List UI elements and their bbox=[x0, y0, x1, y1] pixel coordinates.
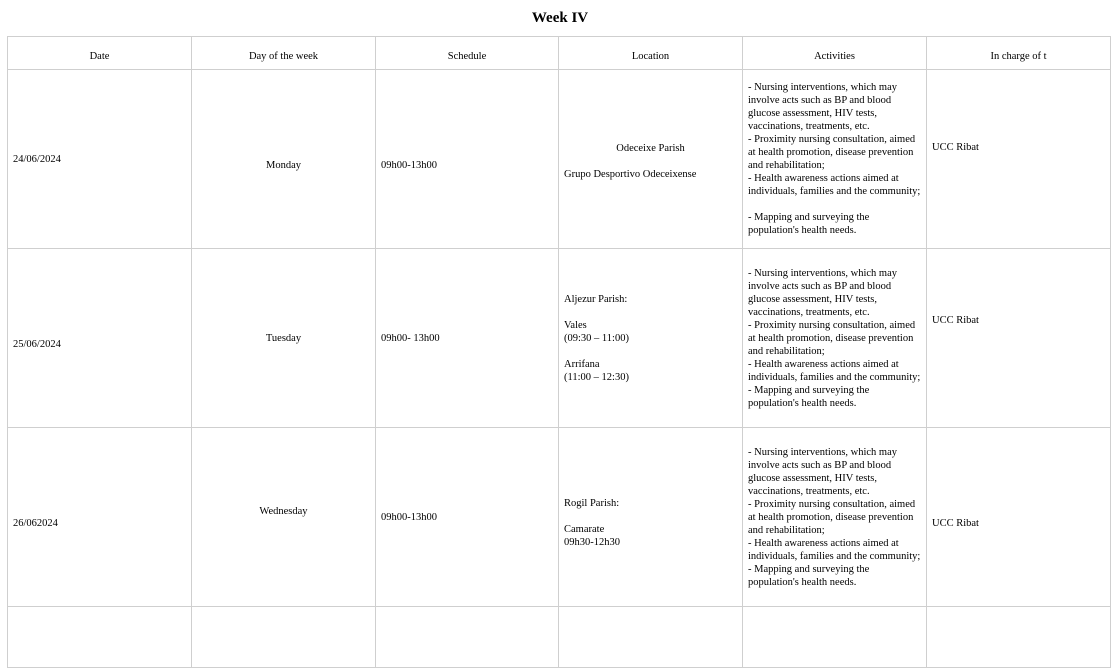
cell-activities bbox=[743, 249, 927, 428]
cell-activities bbox=[743, 70, 927, 249]
schedule-table bbox=[7, 36, 1111, 668]
cell-date: 24/06/2024 bbox=[8, 70, 192, 249]
cell-location bbox=[559, 70, 743, 249]
cell-location bbox=[559, 249, 743, 428]
cell-activities bbox=[743, 428, 927, 607]
location-stop-name: Camarate bbox=[564, 524, 605, 535]
location-stop-time: (09:30 – 11:00) bbox=[564, 332, 629, 344]
cell-schedule: 09h00-13h00 bbox=[376, 428, 559, 607]
activity-item: - Proximity nursing consultation, aimed at health promotion, disease prevention and rehabilitation; bbox=[748, 319, 916, 357]
activity-item: - Health awareness actions aimed at individuals, families and the community; bbox=[748, 173, 921, 197]
activity-item: - Mapping and surveying the population's health needs. bbox=[748, 563, 870, 588]
in-charge-text: UCC Ribat bbox=[932, 517, 979, 529]
activity-item: - Mapping and surveying the population's health needs. bbox=[748, 212, 870, 236]
in-charge-text: UCC Ribat bbox=[932, 141, 979, 153]
table-header-row bbox=[8, 37, 1111, 70]
cell-location bbox=[559, 428, 743, 607]
cell-date bbox=[8, 249, 192, 428]
header-activities: Activities bbox=[743, 37, 927, 70]
cell-schedule: 09h00- 13h00 bbox=[376, 249, 559, 428]
cell-location bbox=[559, 607, 743, 668]
cell-in-charge bbox=[927, 428, 1111, 607]
cell-date bbox=[8, 428, 192, 607]
cell-date bbox=[8, 607, 192, 668]
activity-item: - Health awareness actions aimed at individuals, families and the community; bbox=[748, 358, 921, 383]
location-parish: Aljezur Parish: bbox=[564, 293, 628, 305]
location-stop bbox=[564, 358, 737, 384]
date-text: 26/062024 bbox=[13, 517, 58, 529]
cell-day bbox=[192, 428, 376, 607]
in-charge-text: UCC Ribat bbox=[932, 314, 979, 326]
cell-day bbox=[192, 607, 376, 668]
activity-item: - Proximity nursing consultation, aimed at health promotion, disease prevention and rehabilitation; bbox=[748, 498, 916, 536]
cell-day: Tuesday bbox=[192, 249, 376, 428]
header-date: Date bbox=[8, 37, 192, 70]
table-row bbox=[8, 249, 1111, 428]
location-stop-name: Vales bbox=[564, 319, 587, 331]
date-text: 25/06/2024 bbox=[13, 338, 61, 350]
table-row bbox=[8, 70, 1111, 249]
cell-in-charge bbox=[927, 249, 1111, 428]
day-text: Monday bbox=[266, 159, 301, 171]
activity-item: - Nursing interventions, which may involve acts such as BP and blood glucose assessment, HIV tests, vaccinations, treatments, etc. bbox=[748, 82, 898, 132]
location-stop-time: (11:00 – 12:30) bbox=[564, 371, 629, 383]
location-stop bbox=[564, 523, 737, 549]
location-stop-name: Arrifana bbox=[564, 358, 600, 370]
header-day: Day of the week bbox=[192, 37, 376, 70]
cell-activities bbox=[743, 607, 927, 668]
day-text: Wednesday bbox=[259, 505, 308, 517]
location-venue: Grupo Desportivo Odeceixense bbox=[564, 168, 697, 180]
activity-item: - Proximity nursing consultation, aimed at health promotion, disease prevention and rehabilitation; bbox=[748, 134, 916, 171]
header-in-charge: In charge of t bbox=[927, 37, 1111, 70]
activity-item: - Nursing interventions, which may involve acts such as BP and blood glucose assessment, HIV tests, vaccinations, treatments, etc. bbox=[748, 446, 898, 497]
table-row bbox=[8, 428, 1111, 607]
location-parish: Odeceixe Parish bbox=[616, 142, 685, 154]
cell-schedule bbox=[376, 70, 559, 249]
table-row bbox=[8, 607, 1111, 668]
cell-in-charge bbox=[927, 70, 1111, 249]
activity-item: - Nursing interventions, which may involve acts such as BP and blood glucose assessment, HIV tests, vaccinations, treatments, etc. bbox=[748, 267, 898, 318]
location-stop-time: 09h30-12h30 bbox=[564, 537, 620, 548]
schedule-text: 09h00-13h00 bbox=[381, 159, 437, 171]
header-schedule: Schedule bbox=[376, 37, 559, 70]
activity-item: - Health awareness actions aimed at individuals, families and the community; bbox=[748, 537, 921, 562]
location-parish: Rogil Parish: bbox=[564, 498, 620, 509]
cell-in-charge bbox=[927, 607, 1111, 668]
cell-day bbox=[192, 70, 376, 249]
page-title: Week IV bbox=[531, 10, 589, 26]
header-location: Location bbox=[559, 37, 743, 70]
activity-item: - Mapping and surveying the population's health needs. bbox=[748, 384, 870, 409]
location-stop bbox=[564, 319, 737, 345]
cell-schedule bbox=[376, 607, 559, 668]
